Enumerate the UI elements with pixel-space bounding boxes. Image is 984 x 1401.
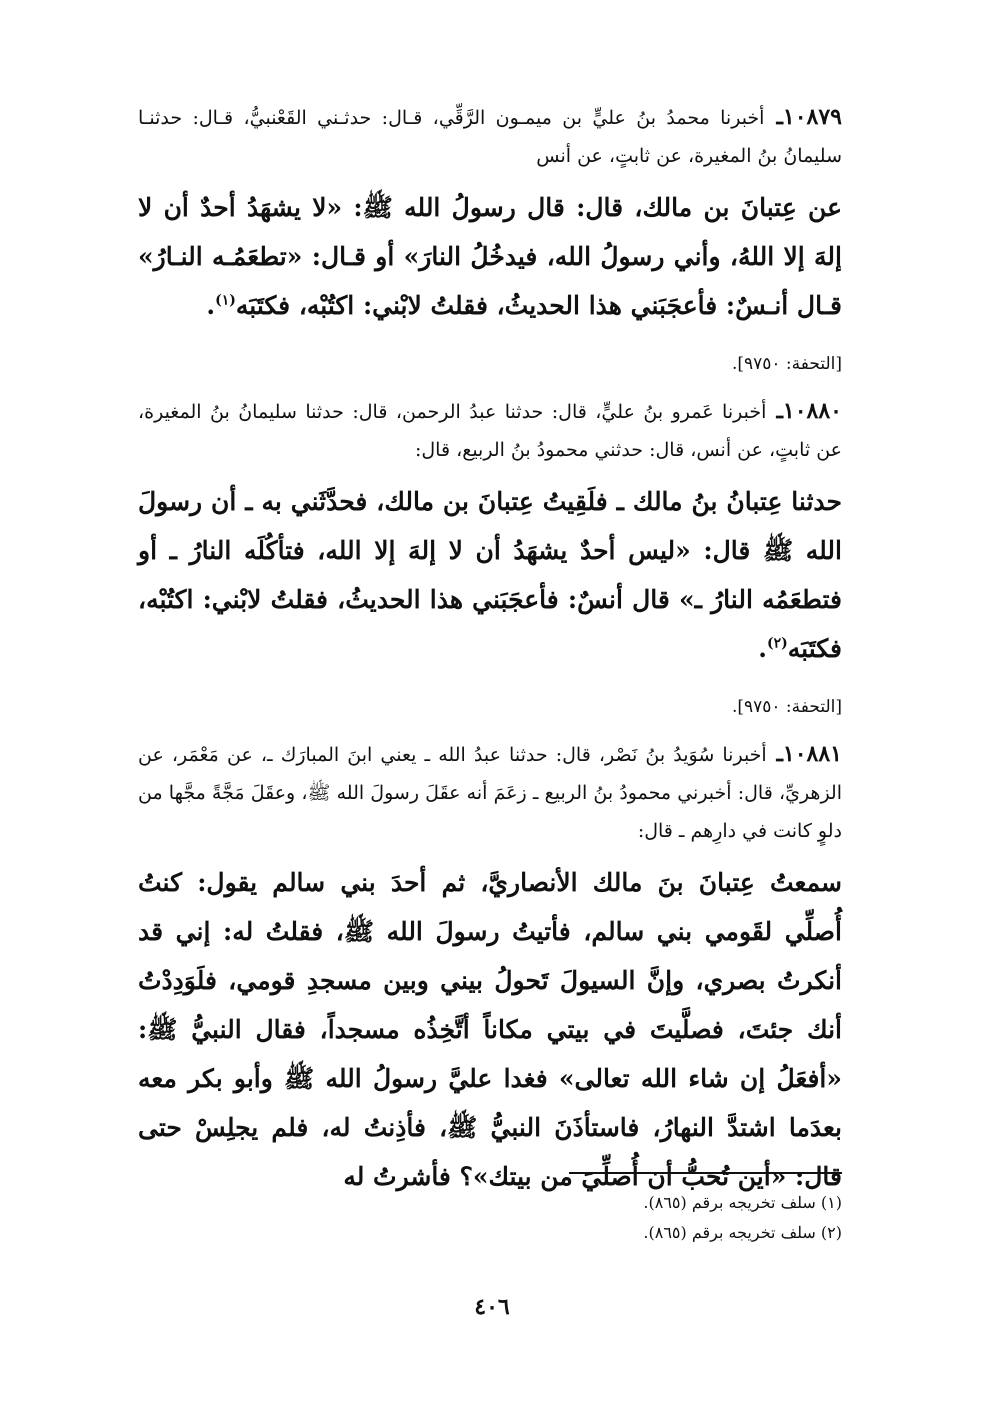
footnote-divider bbox=[569, 1172, 842, 1174]
footnotes bbox=[480, 1188, 842, 1248]
matn-text: سمعتُ عِتبانَ بنَ مالك الأنصاريَّ، ثم أحدَ بني سالم يقول: كنتُ أُصلِّي لقَومي بني سالم، فأتيتُ رسولَ الله ﷺ، فقلتُ له: إني قد أنكرتُ بصري، وإنَّ السيولَ تَحولُ بيني وبين مسجدِ قومي، فلَوَدِدْتُ أنك جئتَ، فصلَّيتَ في بيتي مكاناً أتَّخِذُه مسجداً، فقال النبيُّ ﷺ: «أفعَلُ إن شاء الله تعالى» فغدا عليَّ رسولُ الله ﷺ وأبو بكر معه بعدَما اشتدَّ النهارُ، فاستأذَنَ النبيُّ ﷺ، فأذِنتُ له، فلم يجلِسْ حتى قال: «أين تُحبُّ أن أُصلِّيَ من بيتك»؟ فأشرتُ له bbox=[138, 868, 842, 1191]
page-number: ٤٠٦ bbox=[474, 1294, 510, 1320]
hadith-dash: ـ bbox=[766, 741, 783, 767]
isnad-text: أخبرنا محمدُ بنُ عليٍّ بن ميمـون الرَّقِّي، قـال: حدثـني القَعْنبيُّ، قـال: حدثنـا سليمانُ بنُ المغيرة، عن ثابتٍ، عن أنس bbox=[138, 107, 842, 167]
footnote-mark: (١) bbox=[215, 292, 236, 309]
hadith-matn bbox=[138, 183, 842, 330]
hadith-dash: ـ bbox=[766, 398, 783, 424]
isnad-text: أخبرنا سُوَيدُ بنُ نَصْر، قال: حدثنا عبدُ الله ـ يعني ابنَ المبارَك ـ، عن مَعْمَر، عن الزهريِّ، قال: أخبرني محمودُ بنُ الربيع ـ زعَمَ أنه عقَلَ رسولَ الله ﷺ، وعقَلَ مَجَّةً مجَّها من دلوٍ كانت في دارِهم ـ قال: bbox=[138, 744, 842, 842]
hadith-isnad bbox=[138, 735, 842, 850]
hadith-isnad bbox=[138, 392, 842, 469]
footnote-item: (٢) سلف تخريجه برقم (٨٦٥). bbox=[643, 1223, 842, 1242]
hadith-number: ١٠٨٨١ bbox=[782, 741, 842, 767]
tuhfa-reference: [التحفة: ٩٧٥٠]. bbox=[731, 697, 842, 717]
hadith-number: ١٠٨٧٩ bbox=[782, 104, 842, 130]
footnote-item: (١) سلف تخريجه برقم (٨٦٥). bbox=[643, 1193, 842, 1212]
hadith-matn bbox=[138, 477, 842, 673]
page-body bbox=[138, 98, 842, 1201]
hadith-number: ١٠٨٨٠ bbox=[782, 398, 842, 424]
matn-end: . bbox=[206, 291, 216, 320]
hadith-dash: ـ bbox=[764, 104, 783, 130]
hadith-matn bbox=[138, 858, 842, 1201]
tuhfa-reference: [التحفة: ٩٧٥٠]. bbox=[731, 354, 842, 374]
matn-text: عن عِتبانَ بن مالك، قال: قال رسولُ الله ﷺ: «لا يشهَدُ أحدٌ أن لا إلهَ إلا اللهُ، وأني رسولُ الله، فيدخُلُ النارَ» أو قـال: «تطعَمُـه النـارُ» قـال أنـسٌ: فأعجَبَني هذا الحديثُ، فقلتُ لابْني: اكتُبْه، فكتَبَه bbox=[138, 193, 842, 320]
matn-text: حدثنا عِتبانُ بنُ مالك ـ فلَقِيتُ عِتبانَ بن مالك، فحدَّثَني به ـ أن رسولَ الله ﷺ قال: «ليس أحدٌ يشهَدُ أن لا إلهَ إلا الله، فتأكُلَه النارُ ـ أو فتطعَمُه النارُ ـ» قال أنسٌ: فأعجَبَني هذا الحديثُ، فقلتُ لابْني: اكتُبْه، فكتَبَه bbox=[138, 487, 842, 663]
footnote-mark: (٢) bbox=[766, 635, 788, 652]
matn-end: . bbox=[758, 634, 767, 663]
isnad-text: أخبرنا عَمرو بنُ عليٍّ، قال: حدثنا عبدُ الرحمن، قال: حدثنا سليمانُ بنُ المغيرة، عن ثابتٍ، عن أنس، قال: حدثني محمودُ بنُ الربيع، قال: bbox=[138, 401, 842, 461]
hadith-isnad bbox=[138, 98, 842, 175]
